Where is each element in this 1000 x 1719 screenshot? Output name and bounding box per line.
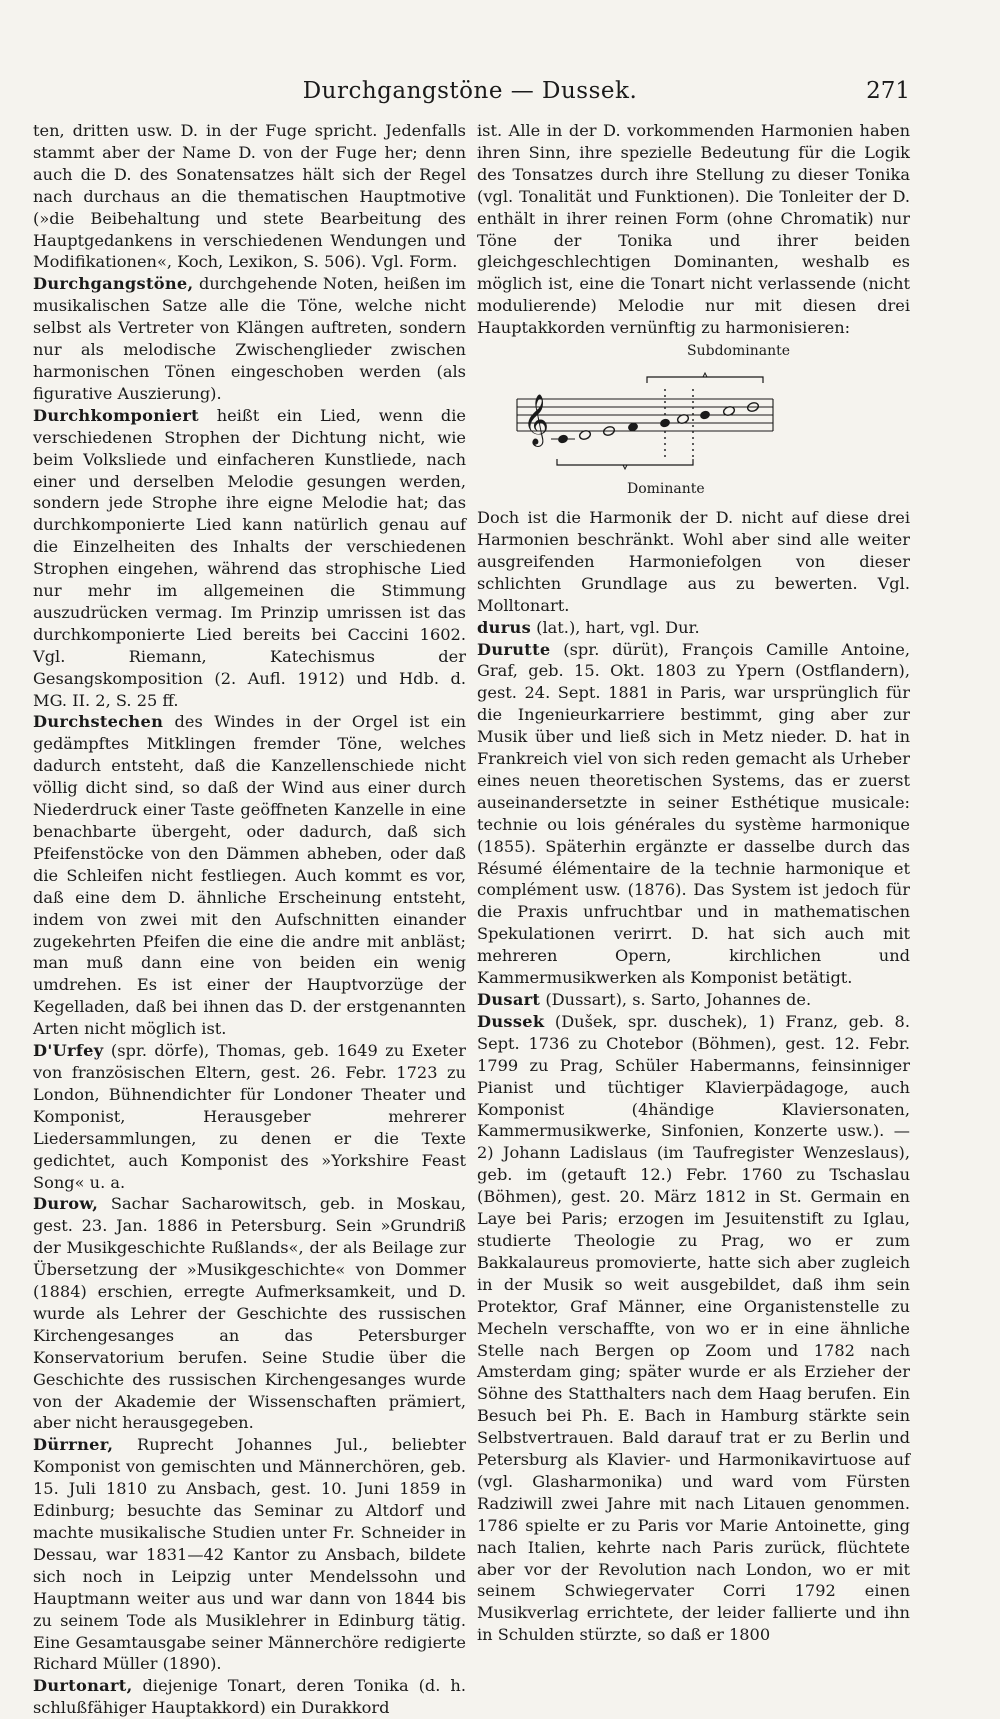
entry-headword: Durchgangstöne,	[33, 274, 194, 294]
dotted-guides	[665, 389, 693, 461]
entry-text: heißt ein Lied, wenn die verschiedenen Strophen der Dichtung nicht, wie beim Volksliede und einfacheren Kunstliede, nach einer und derselben Melodie gesungen werden, sondern jede Strophe ihre eigne Melodie hat; das durchkomponierte Lied kann natürlich genau auf die Einzelheiten des Inhalts der verschiedenen Strophen eingehen, während das strophische Lied nur mehr im allgemeinen die Stimmung auszudrücken vermag. Im Prinzip umrissen ist das durchkomponierte Lied bereits bei Caccini 1602. Vgl. Riemann, Katechismus der Gesangskomposition (2. Aufl. 1912) und Hdb. d. MG. II. 2, S. 25 ff.	[33, 405, 466, 710]
paragraph	[477, 507, 910, 617]
paragraph	[33, 120, 466, 273]
entry-text: (Dussart), s. Sarto, Johannes de.	[540, 990, 812, 1009]
entry	[477, 617, 910, 639]
note	[699, 410, 711, 421]
entry-text: (lat.), hart, vgl. Dur.	[531, 617, 700, 637]
entry-text: Sachar Sacharowitsch, geb. in Moskau, gest. 23. Jan. 1886 in Petersburg. Sein »Grundriß der Musikgeschichte Rußlands«, der als Beilage zur Übersetzung der »Musikgeschichte« von Dommer (1884) erschien, erregte Aufmerksamkeit, und D. wurde als Lehrer der Geschichte des russischen Kirchengesanges an das Petersburger Konservatorium berufen. Seine Studie über die Geschichte des russischen Kirchengesanges wurde von der Akademie der Wissenschaften prämiert, aber nicht herausgegeben.	[33, 1194, 466, 1433]
entry	[33, 711, 466, 1040]
entry-text: ist. Alle in der D. vorkommenden Harmonien haben ihren Sinn, ihre spezielle Bedeutung für die Logik des Tonsatzes durch ihre Stellung zu dieser Tonika (vgl. Tonalität und Funktionen). Die Tonleiter der D. enthält in ihrer reinen Form (ohne Chromatik) nur Töne der Tonika und ihrer beiden gleichgeschlechtigen Dominanten, weshalb es möglich ist, eine die Tonart nicht verlassende (nicht modulierende) Melodie nur mit diesen drei Hauptakkorden vernünftig zu harmonisieren:	[477, 121, 910, 338]
entry-text: des Windes in der Orgel ist ein gedämpftes Mitklingen fremder Töne, welches dadurch entsteht, daß die Kanzellenschiede nicht völlig dicht sind, so daß der Wind aus einer durch Niederdruck einer Taste geöffneten Kanzelle in eine benachbarte übergeht, oder dadurch, daß sich Pfeifenstöcke von den Dämmen abheben, oder daß die Schleifen nicht festliegen. Auch kommt es vor, daß eine dem D. ähnliche Erscheinung entsteht, indem von zwei mit den Aufschnitten einander zugekehrten Pfeifen die eine die andre mit anbläst; man muß dann eine von beiden ein wenig umdrehen. Es ist einer der Hauptvorzüge der Kegelladen, daß bei ihnen das D. der erstgenannten Arten nicht möglich ist.	[33, 712, 466, 1039]
entry-text: Ruprecht Johannes Jul., beliebter Komponist von gemischten und Männerchören, geb. 15. Juli 1810 zu Ansbach, gest. 10. Juni 1859 in Edinburg; besuchte das Seminar zu Altdorf und machte musikalische Studien unter Fr. Schneider in Dessau, war 1831—42 Kantor zu Ansbach, bildete sich noch in Leipzig unter Mendelssohn und Hauptmann weiter aus und war dann von 1844 bis zu seinem Tode als Musiklehrer in Edinburg tätig. Eine Gesamtausgabe seiner Männerchöre redigierte Richard Müller (1890).	[33, 1435, 466, 1674]
right-column	[477, 120, 910, 1646]
entry	[477, 639, 910, 990]
entry-headword: Durow,	[33, 1194, 99, 1214]
entry-text: ten, dritten usw. D. in der Fuge spricht. Jedenfalls stammt aber der Name D. von der Fuge her; denn auch die D. des Sonatensatzes hält sich der Regel nach durchaus an die thematischen Hauptmotive (»die Beibehaltung und stete Bearbeitung des Hauptgedankens in verschiedenen Wendungen und Modifikationen«, Koch, Lexikon, S. 506). Vgl. Form.	[33, 121, 466, 272]
entry	[33, 273, 466, 404]
entry-text: (spr. dörfe), Thomas, geb. 1649 zu Exeter von französischen Eltern, gest. 26. Febr. 1723 zu London, Bühnendichter für Londoner Theater und Komponist, Herausgeber mehrerer Liedersammlungen, zu denen er die Texte gedichtet, auch Komponist des »Yorkshire Feast Song« u. a.	[33, 1041, 466, 1192]
entry	[477, 1011, 910, 1646]
page-header	[30, 74, 910, 114]
left-column	[33, 120, 466, 1719]
dominante-label: Dominante	[627, 481, 705, 498]
paragraph	[477, 120, 910, 339]
entry	[33, 405, 466, 712]
entry	[33, 1675, 466, 1719]
entry-text: (spr. dürüt), François Camille Antoine, Graf, geb. 15. Okt. 1803 zu Ypern (Ostflandern), gest. 24. Sept. 1881 in Paris, war ursprünglich für die Ingenieurkarriere bestimmt, ging aber zur Musik über und ließ sich in Metz nieder. D. hat in Frankreich viel von sich reden gemacht als Urheber eines neuen theoretischen Systems, das er zuerst auseinandersetzte in seiner Esthétique musicale: technie ou lois générales du système harmonique (1855). Späterhin ergänzte er dasselbe durch das Résumé élémentaire de la technie harmonique et complément usw. (1876). Das System ist jedoch für die Praxis unfruchtbar und in mathematischen Spekulationen verirrt. D. hat sich auch mit mehreren Opern, kirchlichen und Kammermusikwerken als Komponist betätigt.	[477, 639, 910, 988]
entry-headword: Durchkomponiert	[33, 405, 199, 425]
subdominante-bracket	[647, 377, 763, 383]
staff-lines	[517, 399, 773, 431]
entry-headword: durus	[477, 617, 531, 637]
entry-headword: Durtonart,	[33, 1676, 133, 1696]
note	[659, 418, 671, 429]
subdominante-label: Subdominante	[687, 343, 791, 360]
entry	[33, 1434, 466, 1675]
entry-text: Doch ist die Harmonik der D. nicht auf diese drei Harmonien beschränkt. Wohl aber sind alle weiter ausgreifenden Harmoniefolgen von dieser schlichten Grundlage aus zu bewerten. Vgl. Molltonart.	[477, 508, 910, 615]
entry-headword: Dussek	[477, 1011, 545, 1031]
entry-headword: Durutte	[477, 639, 551, 659]
staff-notation	[477, 341, 910, 481]
entry	[33, 1193, 466, 1434]
entry-headword: D'Urfey	[33, 1041, 104, 1061]
music-example	[477, 341, 910, 503]
running-title: Durchgangstöne — Dussek.	[302, 78, 638, 104]
entry	[33, 1040, 466, 1193]
dominante-bracket	[557, 459, 693, 465]
entry-headword: Dürrner,	[33, 1435, 114, 1455]
entry-headword: Dusart	[477, 990, 541, 1009]
entry-headword: Durchstechen	[33, 712, 164, 732]
entry-text: durchgehende Noten, heißen im musikalischen Satze alle die Töne, welche nicht selbst als Vertreter von Klängen auftreten, sondern nur als melodische Zwischenglieder zwischen harmonischen Tönen eingeschoben werden (als figurative Auszierung).	[33, 274, 466, 403]
entry-text: (Dušek, spr. duschek), 1) Franz, geb. 8. Sept. 1736 zu Chotebor (Böhmen), gest. 12. Febr. 1799 zu Prag, Schüler Habermanns, feinsinniger Pianist und tüchtiger Klavierpädagoge, auch Komponist (4händige Klaviersonaten, Kammermusikwerke, Sinfonien, Konzerte usw.). — 2) Johann Ladislaus (im Taufregister Wenzeslaus), geb. im (getauft 12.) Febr. 1760 zu Tschaslau (Böhmen), gest. 20. März 1812 in St. Germain en Laye bei Paris; erzogen im Jesuitenstift zu Iglau, studierte Theologie zu Prag, wo er zum Bakkalaureus promovierte, hatte sich aber zugleich in der Musik so weit ausgebildet, daß ihm sein Protektor, Graf Männer, eine Organistenstelle zu Mecheln verschaffte, von wo er in eine ähnliche Stelle nach Bergen op Zoom und 1782 nach Amsterdam ging; später wurde er als Erzieher der Söhne des Statthalters nach dem Haag berufen. Ein Besuch bei Ph. E. Bach in Hamburg stärkte sein Selbstvertrauen. Bald darauf trat er zu Berlin und Petersburg als Klavier- und Harmonikavirtuose auf (vgl. Glasharmonika) und ward vom Fürsten Radziwill zwei Jahre mit nach Litauen genommen. 1786 spielte er zu Paris vor Marie Antoinette, ging nach Italien, kehrte nach Paris zurück, flüchtete aber vor der Revolution nach London, wo er mit seinem Schwiegervater Corri 1792 einen Musikverlag errichtete, der leider fallierte und ihn in Schulden stürzte, so daß er 1800	[477, 1011, 910, 1645]
entry-text: diejenige Tonart, deren Tonika (d. h. schlußfähiger Hauptakkord) ein Durakkord	[33, 1676, 466, 1718]
treble-clef-icon: 𝄞	[523, 394, 550, 446]
page-number: 271	[866, 78, 910, 104]
entry	[477, 989, 910, 1011]
